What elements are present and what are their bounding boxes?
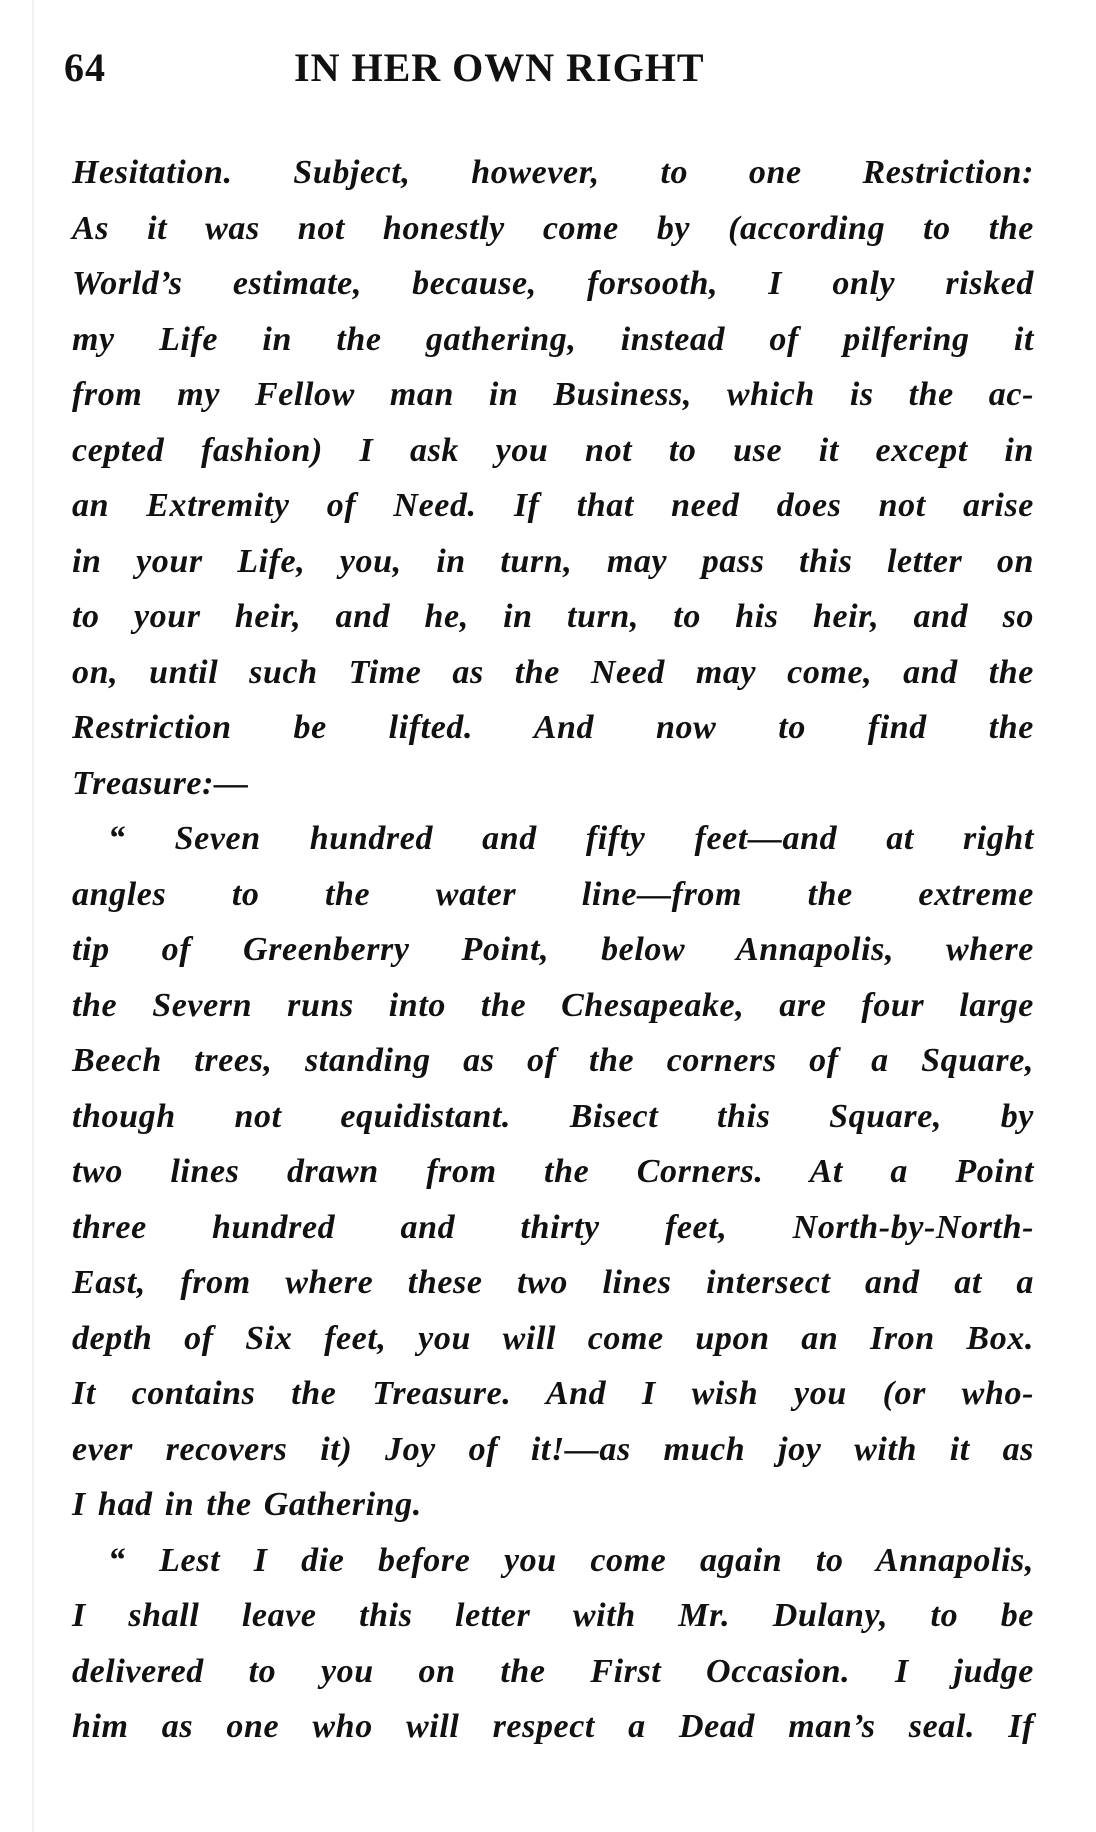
text-line: Restriction be lifted. And now to find the xyxy=(72,709,1034,746)
text-line: I shall leave this letter with Mr. Dulany, to be xyxy=(72,1597,1034,1634)
text-line: As it was not honestly come by (according to the xyxy=(72,209,1034,247)
text-line: on, until such Time as the Need may come, and the xyxy=(72,653,1034,691)
text-line: though not equidistant. Bisect this Square, by xyxy=(72,1097,1034,1135)
text-line: him as one who will respect a Dead man’s seal. If xyxy=(72,1708,1034,1745)
text-line: ever recovers it) Joy of it!—as much joy with it as xyxy=(72,1430,1034,1468)
text-line: “ Seven hundred and fifty feet—and at right xyxy=(108,820,1034,857)
text-line: cepted fashion) I ask you not to use it except in xyxy=(72,431,1034,469)
body-text xyxy=(72,145,1034,1755)
text-line: “ Lest I die before you come again to Annapolis, xyxy=(108,1541,1034,1579)
running-head xyxy=(64,36,1034,96)
text-line: in your Life, you, in turn, may pass this letter on xyxy=(72,542,1034,580)
text-line: Treasure:— xyxy=(72,764,249,802)
text-line: delivered to you on the First Occasion. I judge xyxy=(72,1652,1034,1690)
text-line: It contains the Treasure. And I wish you (or who- xyxy=(72,1375,1034,1412)
text-line: depth of Six feet, you will come upon an Iron Box. xyxy=(72,1319,1034,1357)
running-title: IN HER OWN RIGHT xyxy=(294,45,705,90)
text-line: to your heir, and he, in turn, to his heir, and so xyxy=(72,598,1034,635)
text-line: my Life in the gathering, instead of pilfering it xyxy=(72,320,1034,358)
text-line: Beech trees, standing as of the corners of a Square, xyxy=(72,1042,1034,1079)
text-line: angles to the water line—from the extreme xyxy=(72,875,1034,913)
text-line: tip of Greenberry Point, below Annapolis, where xyxy=(72,931,1034,968)
text-line: an Extremity of Need. If that need does not arise xyxy=(72,487,1034,524)
text-line: Hesitation. Subject, however, to one Restriction: xyxy=(72,154,1034,191)
text-line: I had in the Gathering. xyxy=(72,1486,422,1523)
text-line: the Severn runs into the Chesapeake, are four large xyxy=(72,986,1034,1024)
page-edge-shadow xyxy=(32,0,34,1832)
text-line: World’s estimate, because, forsooth, I only risked xyxy=(72,265,1034,302)
text-line: from my Fellow man in Business, which is the ac- xyxy=(72,376,1034,413)
text-line: three hundred and thirty feet, North-by-North- xyxy=(72,1208,1034,1246)
page-number: 64 xyxy=(64,45,106,90)
text-line: East, from where these two lines intersect and at a xyxy=(72,1264,1034,1301)
text-line: two lines drawn from the Corners. At a Point xyxy=(72,1153,1034,1190)
